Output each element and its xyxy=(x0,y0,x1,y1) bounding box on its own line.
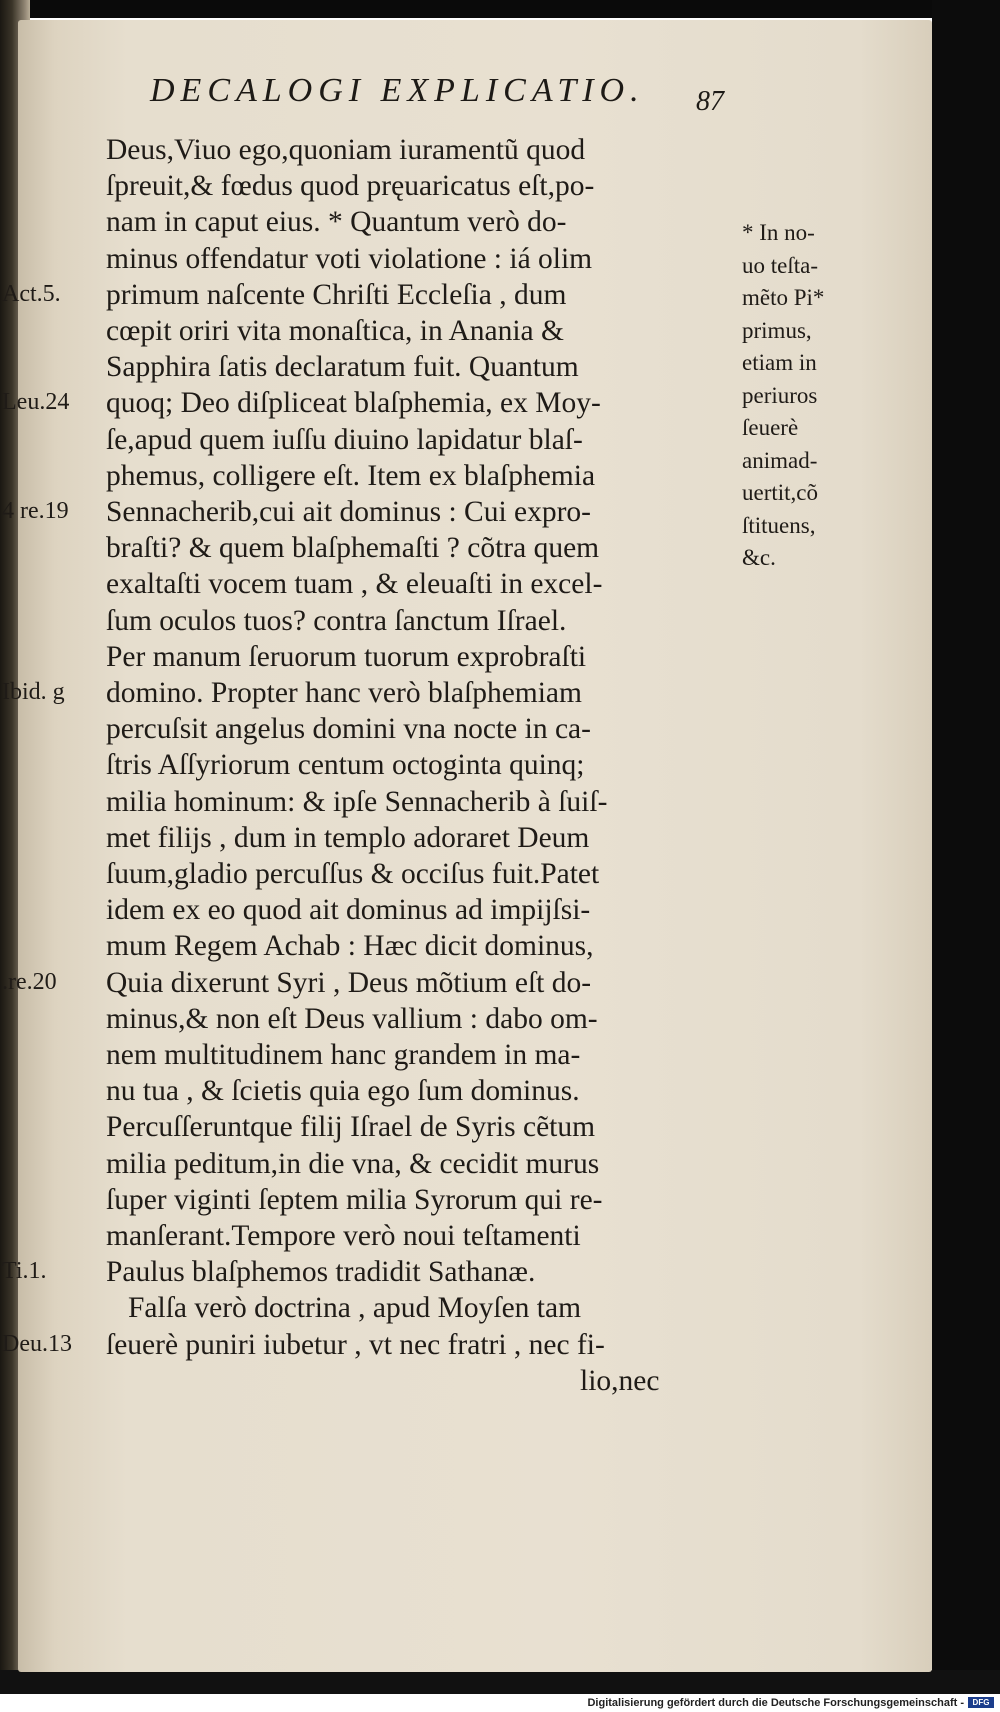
dfg-logo: DFG xyxy=(968,1697,994,1708)
left-margin-note: 4 re.19 xyxy=(2,498,69,524)
text-line: mum Regem Achab : Hæc dicit dominus, xyxy=(106,930,594,963)
text-line: domino. Propter hanc verò blaſphemiam xyxy=(106,677,582,709)
text-line: Quia dixerunt Syri , Deus mõtium eſt do- xyxy=(106,966,592,999)
text-line: ſtris Aſſyriorum centum octoginta quinq; xyxy=(106,749,585,782)
left-margin-note: Ti.1. xyxy=(2,1258,47,1285)
text-line: Per manum ſeruorum tuorum exprobraſti xyxy=(106,640,587,673)
left-margin-note: Ibid. g xyxy=(2,679,65,705)
right-margin-note-line: uertit,cõ xyxy=(742,480,818,505)
text-line: lio,nec xyxy=(580,1364,660,1397)
text-line: quoq; Deo diſpliceat blaſphemia, ex Moy- xyxy=(106,387,601,420)
scan-border-right xyxy=(932,0,1000,1690)
text-line: nam in caput eius. * Quantum verò do- xyxy=(106,206,567,239)
text-line: braſti? & quem blaſphemaſti ? cõtra quem xyxy=(106,532,600,565)
text-line: Falſa verò doctrina , apud Moyſen tam xyxy=(128,1292,582,1325)
text-line: Percuſſeruntque filij Iſrael de Syris cẽtum xyxy=(106,1111,596,1144)
footer-bar xyxy=(0,1694,1000,1712)
left-margin-note: .re.20 xyxy=(2,968,57,995)
text-line: milia peditum,in die vna, & cecidit murus xyxy=(106,1147,600,1180)
right-margin-note-line: ſeuerè xyxy=(742,415,799,440)
text-line: cœpit oriri vita monaſtica, in Anania & xyxy=(106,315,564,347)
text-line: manſerant.Tempore verò noui teſtamenti xyxy=(106,1220,581,1252)
text-line: Sennacherib,cui ait dominus : Cui expro- xyxy=(106,496,592,528)
text-line: nu tua , & ſcietis quia ego ſum dominus. xyxy=(106,1075,580,1108)
text-line: primum naſcente Chriſti Eccleſia , dum xyxy=(106,278,567,311)
text-line: exaltaſti vocem tuam , & eleuaſti in excel- xyxy=(106,568,603,601)
text-line: milia hominum: & ipſe Sennacherib à ſuiſ- xyxy=(106,785,608,818)
right-margin-note-line: ſtituens, xyxy=(742,512,816,538)
text-line: nem multitudinem hanc grandem in ma- xyxy=(106,1039,581,1071)
right-margin-note-line: &c. xyxy=(742,545,776,570)
text-line: Sapphira ſatis declaratum fuit. Quantum xyxy=(106,351,579,384)
right-margin-note-line: * In no- xyxy=(742,220,815,245)
scan-border-bottom xyxy=(0,1670,1000,1694)
text-line: minus offendatur voti violatione : iá olim xyxy=(106,242,593,275)
right-margin-note-line: etiam in xyxy=(742,350,817,375)
right-margin-note-line: primus, xyxy=(742,317,812,343)
scan-border-top xyxy=(0,0,1000,18)
text-line: ſe,apud quem iuſſu diuino lapidatur blaſ- xyxy=(106,423,583,456)
running-head: DECALOGI EXPLICATIO. xyxy=(150,72,645,109)
page-number: 87 xyxy=(696,86,724,117)
right-margin-note-line: periuros xyxy=(742,382,818,408)
text-line: minus,& non eſt Deus vallium : dabo om- xyxy=(106,1002,598,1035)
text-line: ſuum,gladio percuſſus & occiſus fuit.Patet xyxy=(106,858,600,890)
right-margin-note-line: mẽto Pi* xyxy=(742,285,825,310)
right-margin-note-line: animad- xyxy=(742,447,818,473)
text-line: ſpreuit,& fœdus quod pręuaricatus eſt,po- xyxy=(106,170,595,203)
text-line: ſuper viginti ſeptem milia Syrorum qui re- xyxy=(106,1183,603,1216)
left-margin-note: Leu.24 xyxy=(2,389,70,416)
right-margin-note-line: uo teſta- xyxy=(742,252,818,278)
left-margin-note: Deu.13 xyxy=(2,1330,72,1357)
text-line: Deus,Viuo ego,quoniam iuramentũ quod xyxy=(106,134,586,166)
left-margin-note: Act.5. xyxy=(2,280,61,307)
text-line: idem ex eo quod ait dominus ad impijſsi- xyxy=(106,894,591,927)
text-line: met filijs , dum in templo adoraret Deum xyxy=(106,821,590,854)
funding-notice: Digitalisierung gefördert durch die Deutsche Forschungsgemeinschaft - xyxy=(587,1697,964,1709)
text-line: Paulus blaſphemos tradidit Sathanæ. xyxy=(106,1256,536,1289)
text-line: phemus, colligere eſt. Item ex blaſphemia xyxy=(106,459,596,492)
text-line: ſum oculos tuos? contra ſanctum Iſrael. xyxy=(106,604,567,637)
text-line: ſeuerè puniri iubetur , vt nec fratri , nec fi- xyxy=(106,1328,605,1361)
text-line: percuſsit angelus domini vna nocte in ca- xyxy=(106,713,591,746)
